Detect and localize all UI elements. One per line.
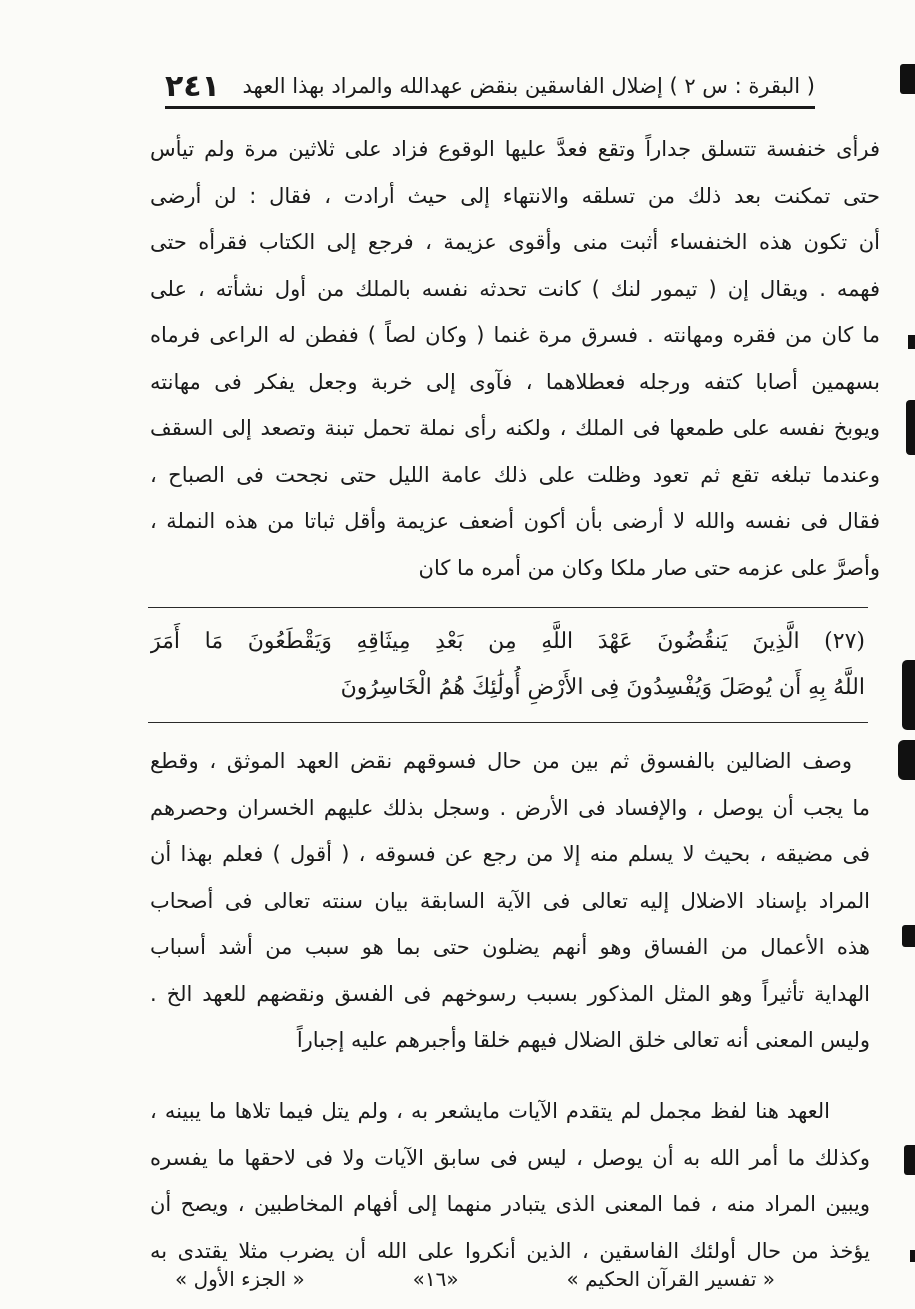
text-line: وأصرَّ على عزمه حتى صار ملكا وكان من أمره ما كان — [418, 555, 880, 580]
text-line: هذه الأعمال من الفساق وهو أنهم يضلون حتى بما هو سبب من أشد أسباب — [150, 935, 870, 959]
footer-volume: « الجزء الأول » — [175, 1267, 305, 1291]
page-footer — [175, 1262, 775, 1296]
footer-book-title: « تفسير القرآن الحكيم » — [566, 1267, 775, 1291]
scan-edge-mark — [910, 1250, 915, 1262]
page-number: ٢٤١ — [165, 68, 220, 104]
verse-top-divider — [148, 607, 868, 608]
text-line: الهداية تأثيراً وهو المثل المذكور بسبب رسوخهم فى الفسق ونقضهم للعهد الخ . — [150, 981, 870, 1006]
page-header — [165, 66, 815, 109]
text-line: فهمه . ويقال إن ( تيمور لنك ) كانت تحدثه نفسه بالملك من أول نشأته ، على — [150, 276, 880, 301]
text-line: بسهمين أصابا كتفه ورجله فعطلاهما ، فآوى إلى خربة وجعل يفكر فى مهانته — [150, 369, 880, 394]
body-paragraph-commentary — [150, 738, 870, 1064]
verse-line: (٢٧) الَّذِينَ يَنقُضُونَ عَهْدَ اللَّهِ مِن بَعْدِ مِيثَاقِهِ وَيَقْطَعُونَ مَا أَمَرَ — [150, 629, 865, 654]
text-line: وليس المعنى أنه تعالى خلق الضلال فيهم خلقا وأجبرهم عليه إجباراً — [296, 1028, 870, 1052]
text-line: وكذلك ما أمر الله به أن يوصل ، ليس فى سابق الآيات ولا فى لاحقها ما يفسره — [150, 1145, 870, 1170]
scan-edge-mark — [908, 335, 915, 349]
scan-edge-mark — [902, 660, 915, 730]
scan-edge-mark — [902, 925, 915, 947]
text-line: فقال فى نفسه والله لا أرضى بأن أكون أضعف عزيمة وأقل ثباتا من هذه النملة ، — [150, 509, 880, 533]
text-line: العهد هنا لفظ مجمل لم يتقدم الآيات مايشعر به ، ولم يتل فيما تلاها ما يبينه ، — [150, 1099, 830, 1123]
text-line: ما يجب أن يوصل ، والإفساد فى الأرض . وسجل بذلك عليهم الخسران وحصرهم — [150, 795, 870, 820]
text-line: ما كان من فقره ومهانته . فسرق مرة غنما ( وكان لصاً ) ففطن له الراعى فرماه — [150, 323, 880, 347]
footer-page-number: «١٦» — [412, 1267, 459, 1291]
text-line: حتى تمكنت بعد ذلك من تسلقه والانتهاء إلى حيث أرادت ، فقال : لن أرضى — [150, 183, 880, 208]
verse-bottom-divider — [148, 722, 868, 723]
text-line: أن تكون هذه الخنفساء أثبت منى وأقوى عزيمة ، فرجع إلى الكتاب فقرأه حتى — [150, 230, 880, 254]
header-title: ( البقرة : س ٢ ) إضلال الفاسقين بنقض عهدالله والمراد بهذا العهد — [242, 74, 815, 98]
body-paragraph-covenant — [150, 1088, 870, 1274]
scan-edge-mark — [904, 1145, 915, 1175]
text-line: فرأى خنفسة تتسلق جداراً وتقع فعدَّ عليها الوقوع فزاد على ثلاثين مرة ولم تيأس — [150, 137, 880, 161]
verse-line: اللَّهُ بِهِ أَن يُوصَلَ وَيُفْسِدُونَ فِى الأَرْضِ أُولَٰئِكَ هُمُ الْخَاسِرُونَ — [340, 675, 865, 700]
quran-verse — [150, 620, 865, 712]
text-line: وعندما تبلغه تقع ثم تعود وظلت على ذلك عامة الليل حتى نجحت فى الصباح ، — [150, 462, 880, 487]
text-line: ويوبخ نفسه على طمعها فى الملك ، ولكنه رأى نملة تحمل تبنة وتصعد إلى السقف — [150, 416, 880, 440]
text-line: فى مضيقه ، بحيث لا يسلم منه إلا من رجع عن فسوقه ، ( أقول ) فعلم بهذا أن — [150, 842, 870, 866]
text-line: يؤخذ من حال أولئك الفاسقين ، الذين أنكروا على الله أن يضرب مثلا يقتدى به — [150, 1238, 870, 1263]
scan-edge-mark — [900, 64, 915, 94]
text-line: المراد بإسناد الاضلال إليه تعالى فى الآية السابقة بيان سنته تعالى فى أصحاب — [150, 888, 870, 913]
scan-edge-mark — [906, 400, 915, 455]
text-line: ويبين المراد منه ، فما المعنى الذى يتبادر منهما إلى أفهام المخاطبين ، ويصح أن — [150, 1192, 870, 1216]
text-line: وصف الضالين بالفسوق ثم بين من حال فسوقهم نقض العهد الموثق ، وقطع — [150, 749, 852, 773]
body-paragraph-intro — [150, 126, 880, 591]
scan-edge-mark — [898, 740, 915, 780]
